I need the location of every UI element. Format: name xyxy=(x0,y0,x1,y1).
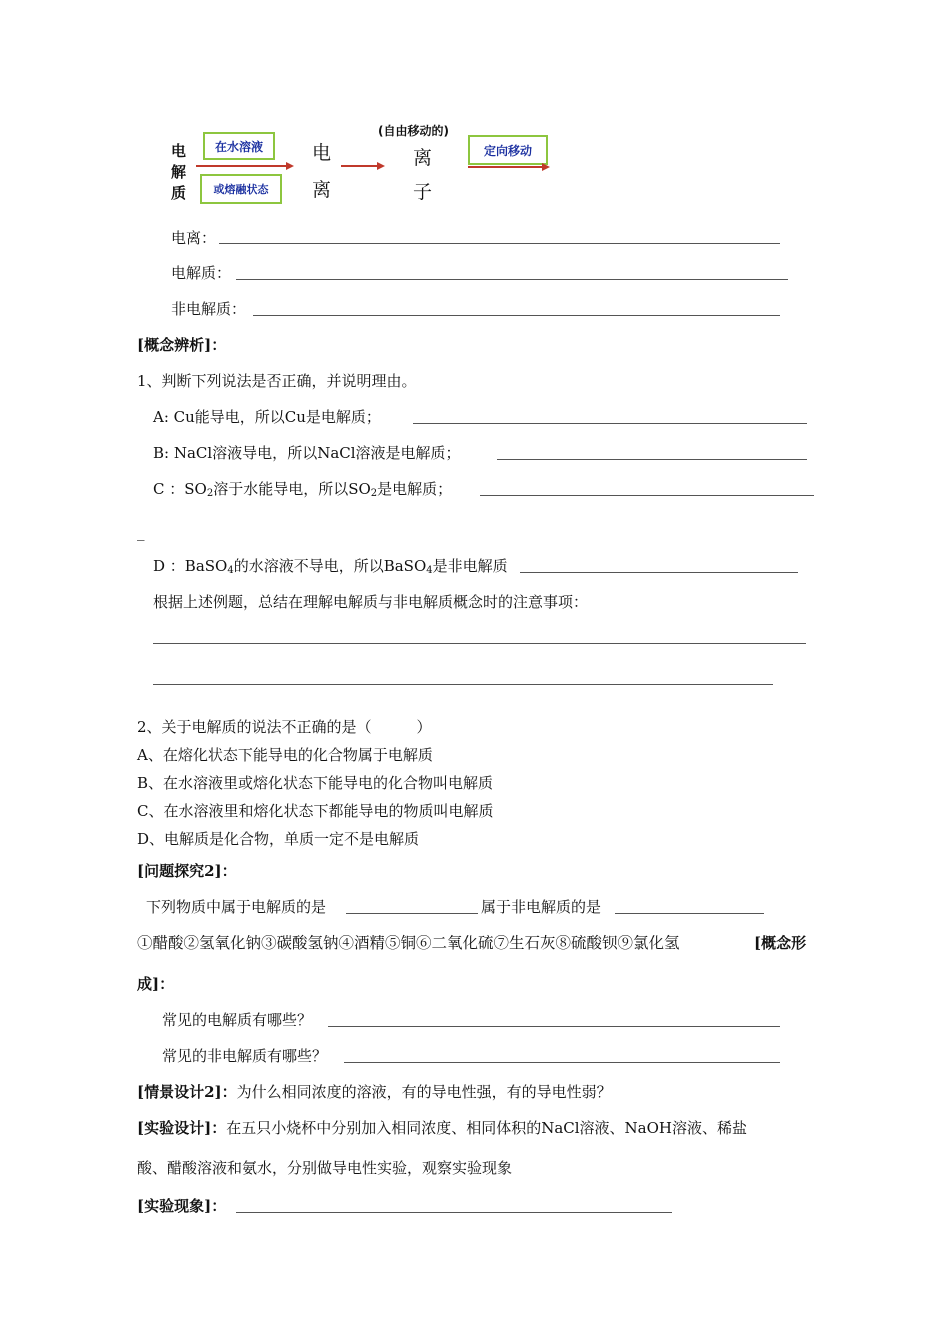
q1-option-c-continuation: _ xyxy=(137,523,145,541)
diagram-left-char-1: 电 xyxy=(171,142,187,160)
summary-blank-1[interactable] xyxy=(153,643,806,644)
q2-option-b: B、在水溶液里或熔化状态下能导电的化合物叫电解质 xyxy=(137,774,494,792)
explore2-nonelectrolyte-blank[interactable] xyxy=(615,913,764,914)
diagram-left-char-3: 质 xyxy=(171,184,187,202)
arrow-to-ions xyxy=(341,158,387,174)
experiment-phenomenon-blank[interactable] xyxy=(236,1212,672,1213)
common-electrolyte-blank[interactable] xyxy=(328,1026,780,1027)
q2-option-c: C、在水溶液里和熔化状态下都能导电的物质叫电解质 xyxy=(137,802,494,820)
summary-prompt: 根据上述例题，总结在理解电解质与非电解质概念时的注意事项： xyxy=(153,593,589,611)
common-nonelectrolyte-blank[interactable] xyxy=(344,1062,780,1063)
box-directed-movement: 定向移动 xyxy=(468,135,548,165)
def-electrolyte-blank[interactable] xyxy=(236,279,788,280)
concept-analysis-heading: [概念辨析]： xyxy=(137,336,227,354)
def-ionization-label: 电离： xyxy=(171,229,217,247)
q1-option-c-blank[interactable] xyxy=(480,495,814,496)
experiment-design-line-1: [实验设计]：在五只小烧杯中分别加入相同浓度、相同体积的NaCl溶液、NaOH溶液、稀盐 xyxy=(137,1119,747,1137)
def-ionization-blank[interactable] xyxy=(219,243,780,244)
q1-option-d: D ：BaSO$_4$的水溶液不导电，所以BaSO$_4$是非电解质 xyxy=(153,557,508,576)
explore2-electrolyte-prompt: 下列物质中属于电解质的是 xyxy=(146,898,327,916)
explore2-heading: [问题探究2]： xyxy=(137,862,237,880)
q1-option-a: A: Cu能导电，所以Cu是电解质； xyxy=(153,408,381,426)
def-nonelectrolyte-blank[interactable] xyxy=(253,315,780,316)
substance-list: ①醋酸②氢氧化钠③碳酸氢钠④酒精⑤铜⑥二氧化硫⑦生石灰⑧硫酸钡⑨氯化氢 xyxy=(137,934,680,952)
concept-formation-heading-part1: [概念形 xyxy=(754,934,807,952)
diagram-top-note: (自由移动的) xyxy=(378,124,449,138)
q1-option-d-blank[interactable] xyxy=(520,572,798,573)
q1-option-c: C ：$SO_2$溶于水能导电，所以$SO_2$是电解质； xyxy=(153,480,453,499)
arrow-to-ionization xyxy=(196,158,296,174)
q1-option-b: B: NaCl溶液导电，所以NaCl溶液是电解质； xyxy=(153,444,461,462)
box-molten: 或熔融状态 xyxy=(200,174,282,204)
explore2-electrolyte-blank[interactable] xyxy=(346,913,478,914)
q2-option-d: D、电解质是化合物，单质一定不是电解质 xyxy=(137,830,420,848)
question-2-stem: 2、关于电解质的说法不正确的是（ ） xyxy=(137,718,432,736)
diagram-middle-char-2: 离 xyxy=(312,179,332,201)
q1-option-a-blank[interactable] xyxy=(413,423,807,424)
diagram-right-char-2: 子 xyxy=(413,181,433,203)
scenario2-line: [情景设计2]：为什么相同浓度的溶液，有的导电性强，有的导电性弱？ xyxy=(137,1083,612,1101)
common-nonelectrolyte-prompt: 常见的非电解质有哪些？ xyxy=(162,1047,328,1065)
diagram-left-char-2: 解 xyxy=(171,163,187,181)
def-electrolyte-label: 电解质： xyxy=(171,264,232,282)
common-electrolyte-prompt: 常见的电解质有哪些？ xyxy=(162,1011,313,1029)
arrow-directed xyxy=(468,160,552,174)
question-1-stem: 1、判断下列说法是否正确，并说明理由。 xyxy=(137,372,417,390)
explore2-nonelectrolyte-prompt: 属于非电解质的是 xyxy=(481,898,602,916)
concept-formation-heading-part2: 成]： xyxy=(137,975,175,993)
diagram-right-char-1: 离 xyxy=(413,147,433,169)
summary-blank-2[interactable] xyxy=(153,684,773,685)
q2-option-a: A、在熔化状态下能导电的化合物属于电解质 xyxy=(137,746,433,764)
experiment-design-line-2: 酸、醋酸溶液和氨水，分别做导电性实验，观察实验现象 xyxy=(137,1159,513,1177)
box-aqueous: 在水溶液 xyxy=(203,132,275,160)
def-nonelectrolyte-label: 非电解质： xyxy=(171,300,247,318)
diagram-middle-char-1: 电 xyxy=(312,142,332,164)
q1-option-b-blank[interactable] xyxy=(497,459,807,460)
experiment-phenomenon-heading: [实验现象]： xyxy=(137,1197,227,1215)
